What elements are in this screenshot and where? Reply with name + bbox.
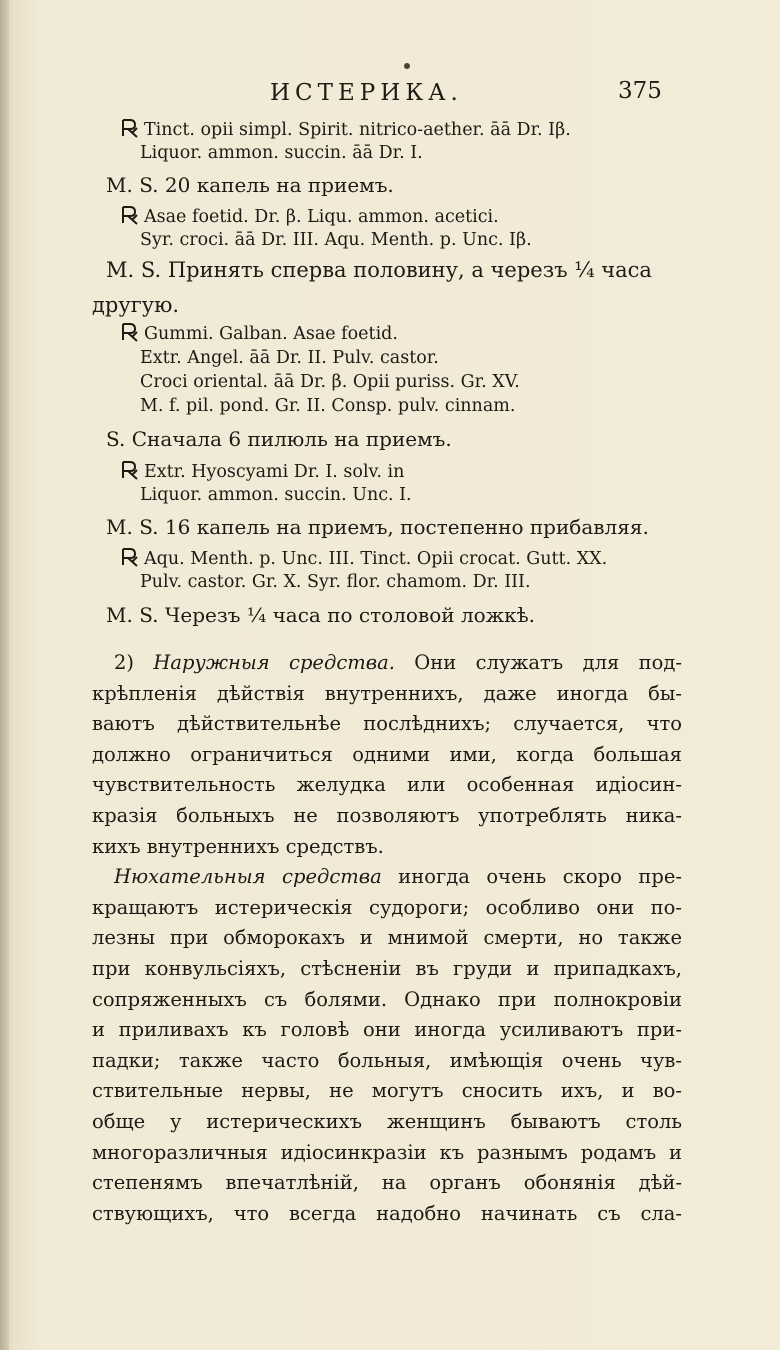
paragraph-line: падки; также часто больныя, имѣющія очень чув- xyxy=(92,1048,682,1072)
rx-recipe-icon xyxy=(120,322,140,342)
prescription-line: Tinct. opii simpl. Spirit. nitrico-aether. āā Dr. Iβ. xyxy=(92,118,682,142)
paragraph-gap xyxy=(92,636,682,648)
prescription-4 xyxy=(92,460,682,547)
prescription-signa: M. S. 20 капель на приемъ. xyxy=(106,173,394,197)
paragraph-line: при конвульсіяхъ, стѣсненіи въ груди и припадкахъ, xyxy=(92,956,682,980)
prescription-signa: S. Сначала 6 пилюль на приемъ. xyxy=(106,427,452,451)
paragraph-text: иногда очень скоро пре- xyxy=(381,865,682,889)
page-header xyxy=(0,78,780,114)
page-content xyxy=(92,118,682,1229)
prescription-line: Asae foetid. Dr. β. Liqu. ammon. acetici. xyxy=(92,205,682,229)
prescription-signa: M. S. Черезъ ¼ часа по столовой ложкѣ. xyxy=(106,603,536,627)
paragraph-line: лезны при обморокахъ и мнимой смерти, но также xyxy=(92,926,682,950)
paragraph-line: сопряженныхъ съ болями. Однако при полнокровіи xyxy=(92,987,682,1011)
paragraph-line: крѣпленія дѣйствія внутреннихъ, даже иногда бы- xyxy=(92,681,682,705)
paragraph-line xyxy=(92,648,682,679)
page-number: 375 xyxy=(618,78,662,104)
prescription-5 xyxy=(92,547,682,636)
paragraph-line: ваютъ дѣйствительнѣе послѣднихъ; случается, что xyxy=(92,712,682,736)
prescription-line: Gummi. Galban. Asae foetid. xyxy=(92,322,682,346)
section-number: 2) xyxy=(114,651,135,674)
rx-recipe-icon xyxy=(120,205,140,225)
prescription-line: Extr. Angel. āā Dr. II. Pulv. castor. xyxy=(140,348,439,368)
paragraph-line: кихъ внутреннихъ средствъ. xyxy=(92,834,384,858)
paragraph-snuff-remedies xyxy=(92,862,682,1229)
page-binding-edge xyxy=(0,0,9,1350)
paragraph-line xyxy=(92,862,682,893)
paragraph-external-remedies xyxy=(92,648,682,862)
prescription-line: Liquor. ammon. succin. āā Dr. I. xyxy=(140,143,423,163)
prescription-line: Liquor. ammon. succin. Unc. I. xyxy=(140,485,412,505)
section-heading: Нюхательныя средства xyxy=(114,865,382,889)
section-heading: Наружныя средства. xyxy=(153,651,395,674)
prescription-line: Syr. croci. āā Dr. III. Aqu. Menth. p. Unc. Iβ. xyxy=(140,230,532,250)
paragraph-line: кразія больныхъ не позволяютъ употреблять ника- xyxy=(92,803,682,827)
prescription-line: M. f. pil. pond. Gr. II. Consp. pulv. cinnam. xyxy=(140,396,516,416)
prescription-line: Croci oriental. āā Dr. β. Opii puriss. Gr. XV. xyxy=(140,372,520,392)
prescription-3 xyxy=(92,322,682,460)
prescription-signa: M. S. Принять сперва половину, а черезъ ¼ часа xyxy=(106,258,652,282)
paragraph-line: степенямъ впечатлѣній, на органъ обонянія дѣй- xyxy=(92,1171,682,1195)
rx-recipe-icon xyxy=(120,460,140,480)
running-head: ИСТЕРИКА. xyxy=(270,80,463,106)
rx-recipe-icon xyxy=(120,118,140,138)
prescription-line: Extr. Hyoscyami Dr. I. solv. in xyxy=(92,460,682,484)
paragraph-line: ствующихъ, что всегда надобно начинать съ сла- xyxy=(92,1201,682,1225)
rx-recipe-icon xyxy=(120,547,140,567)
paragraph-line: кращаютъ истерическія судороги; особливо они по- xyxy=(92,895,682,919)
ink-dot-mark xyxy=(404,63,410,69)
paragraph-line: чувствительность желудка или особенная идіосин- xyxy=(92,773,682,797)
paragraph-line: должно ограничиться одними ими, когда большая xyxy=(92,742,682,766)
paragraph-text: Они служатъ для под- xyxy=(394,651,682,674)
paragraph-line: обще у истерическихъ женщинъ бываютъ столь xyxy=(92,1109,682,1133)
prescription-signa-continuation: другую. xyxy=(92,293,180,317)
paragraph-line: ствительные нервы, не могутъ сносить ихъ, и во- xyxy=(92,1079,682,1103)
prescription-2 xyxy=(92,205,682,322)
prescription-1 xyxy=(92,118,682,205)
paragraph-line: многоразличныя идіосинкразіи къ разнымъ родамъ и xyxy=(92,1140,682,1164)
prescription-signa: M. S. 16 капель на приемъ, постепенно прибавляя. xyxy=(106,515,649,539)
prescription-line: Aqu. Menth. p. Unc. III. Tinct. Opii crocat. Gutt. XX. xyxy=(92,547,682,571)
prescription-line: Pulv. castor. Gr. X. Syr. flor. chamom. Dr. III. xyxy=(140,572,531,592)
paragraph-line: и приливахъ къ головѣ они иногда усиливаютъ при- xyxy=(92,1018,682,1042)
